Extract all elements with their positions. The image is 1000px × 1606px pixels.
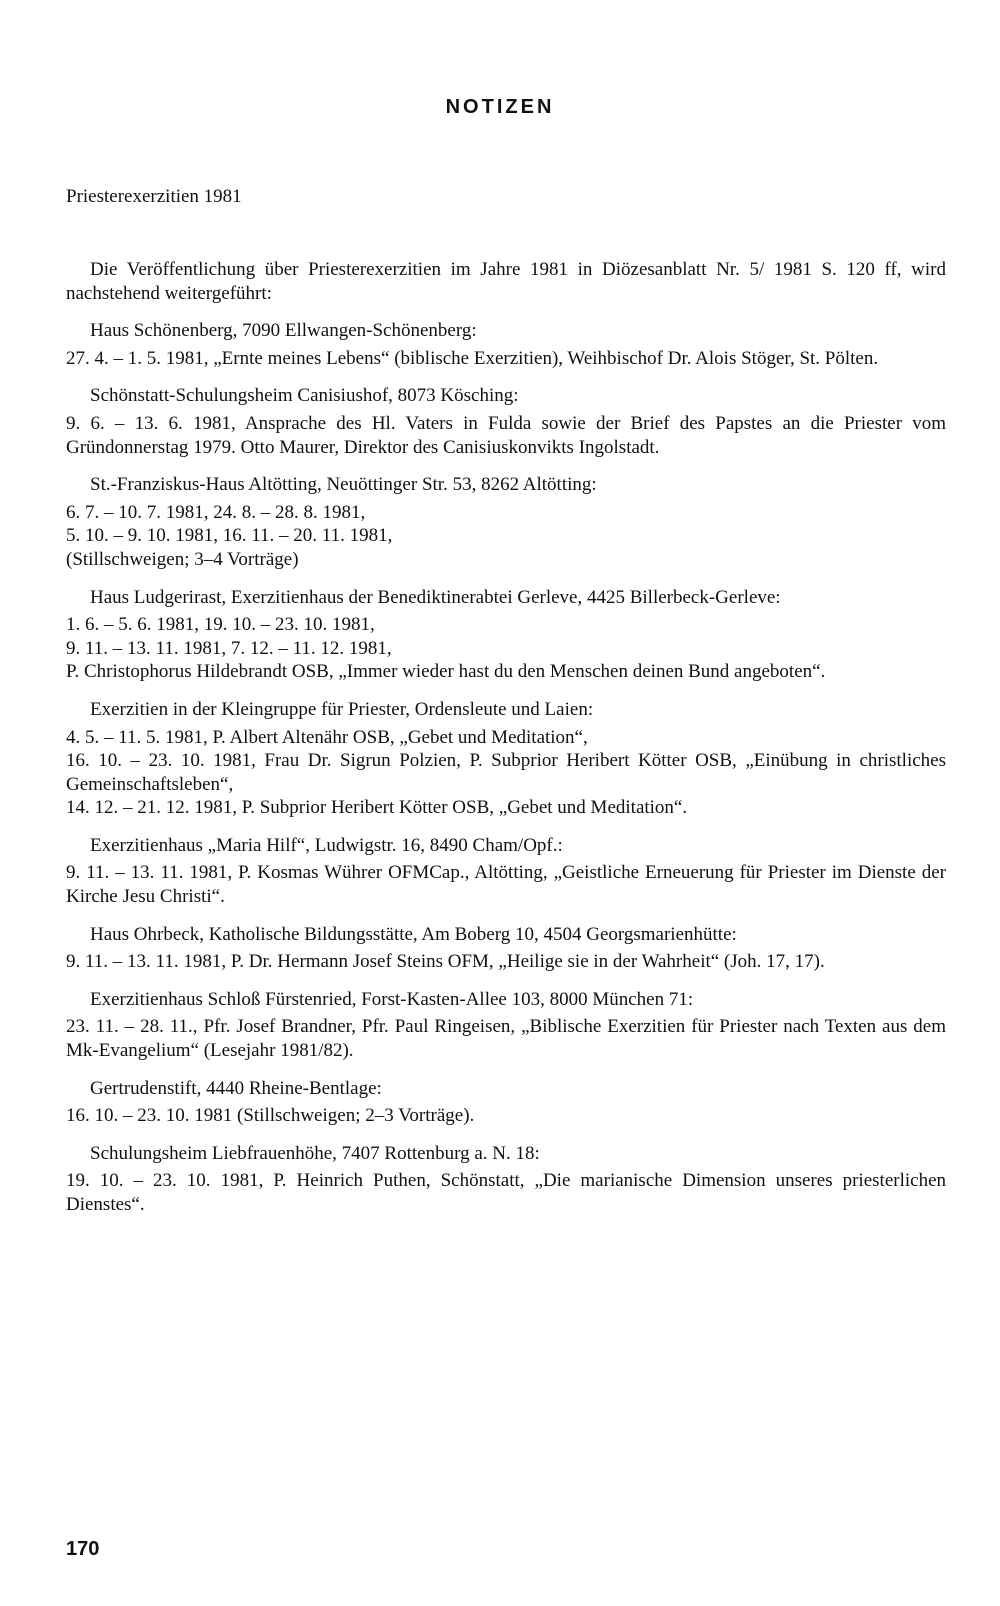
section-kleingruppe [66,698,946,820]
section-line: 9. 11. – 13. 11. 1981, P. Kosmas Wührer OFMCap., Altötting, „Geistliche Erneuerung für Priester im Dienste der Kirche Jesu Christi“. [66,862,946,908]
section-haus-ohrbeck [66,923,946,974]
section-line: 16. 10. – 23. 10. 1981 (Stillschweigen; 2–3 Vorträge). [66,1105,475,1127]
section-line: 9. 6. – 13. 6. 1981, Ansprache des Hl. Vaters in Fulda sowie der Brief des Papstes an die Priester vom Gründonnerstag 1979. Otto Maurer, Direktor des Canisiuskonvikts Ingolstadt. [66,412,946,458]
page-number: 170 [66,1538,100,1560]
page-subtitle: Priesterexerzitien 1981 [66,186,242,207]
section-gertrudenstift [66,1077,946,1128]
section-line: 9. 11. – 13. 11. 1981, 7. 12. – 11. 12. 1981, [66,637,392,659]
section-heading: Schulungsheim Liebfrauenhöhe, 7407 Rottenburg a. N. 18: [90,1142,540,1164]
document-body [66,258,946,1217]
page-title: NOTIZEN [445,96,555,118]
section-heading: Haus Ohrbeck, Katholische Bildungsstätte, Am Boberg 10, 4504 Georgsmarienhütte: [90,923,737,945]
section-line: 19. 10. – 23. 10. 1981, P. Heinrich Puthen, Schönstatt, „Die marianische Dimension unseres priesterlichen Dienstes“. [66,1170,946,1215]
section-line: 1. 6. – 5. 6. 1981, 19. 10. – 23. 10. 1981, [66,614,375,636]
section-line: 16. 10. – 23. 10. 1981, Frau Dr. Sigrun Polzien, P. Subprior Heribert Kötter OSB, „Einübung in christliches Gemeinschaftsleben“, [66,750,946,795]
section-heading: Gertrudenstift, 4440 Rheine-Bentlage: [90,1077,382,1099]
section-heading: Exerzitien in der Kleingruppe für Priester, Ordensleute und Laien: [90,698,594,720]
intro-paragraph: Die Veröffentlichung über Priesterexerzitien im Jahre 1981 in Diözesanblatt Nr. 5/ 1981 S. 120 ff, wird nachstehend weitergeführt: [66,259,946,304]
section-line: 4. 5. – 11. 5. 1981, P. Albert Altenähr OSB, „Gebet und Meditation“, [66,726,588,748]
section-line: 14. 12. – 21. 12. 1981, P. Subprior Heribert Kötter OSB, „Gebet und Meditation“. [66,797,688,819]
section-schloss-fuerstenried [66,988,946,1063]
section-line: 9. 11. – 13. 11. 1981, P. Dr. Hermann Josef Steins OFM, „Heilige sie in der Wahrheit“ (Joh. 17, 17). [66,951,825,973]
section-line: P. Christophorus Hildebrandt OSB, „Immer wieder hast du den Menschen deinen Bund angeboten“. [66,661,826,683]
section-line: 23. 11. – 28. 11., Pfr. Josef Brandner, Pfr. Paul Ringeisen, „Biblische Exerzitien für Priester nach Texten aus dem Mk-Evangelium“ (Lesejahr 1981/82). [66,1016,946,1062]
section-haus-schoenenberg [66,319,946,370]
section-heading: St.-Franziskus-Haus Altötting, Neuöttinger Str. 53, 8262 Altötting: [90,474,597,496]
section-heading: Haus Schönenberg, 7090 Ellwangen-Schönenberg: [90,320,477,342]
section-franziskus-haus [66,473,946,571]
section-line: 27. 4. – 1. 5. 1981, „Ernte meines Lebens“ (biblische Exerzitien), Weihbischof Dr. Alois Stöger, St. Pölten. [66,347,879,369]
section-ludgerirast [66,586,946,684]
section-line: 5. 10. – 9. 10. 1981, 16. 11. – 20. 11. 1981, [66,525,393,547]
section-liebfrauenhoehe [66,1142,946,1217]
section-line: 6. 7. – 10. 7. 1981, 24. 8. – 28. 8. 1981, [66,501,366,523]
section-canisiushof [66,384,946,459]
section-heading: Exerzitienhaus Schloß Fürstenried, Forst-Kasten-Allee 103, 8000 München 71: [90,988,694,1010]
section-heading: Schönstatt-Schulungsheim Canisiushof, 8073 Kösching: [90,385,519,407]
section-maria-hilf [66,834,946,909]
section-heading: Haus Ludgerirast, Exerzitienhaus der Benediktinerabtei Gerleve, 4425 Billerbeck-Gerleve: [90,586,781,608]
section-heading: Exerzitienhaus „Maria Hilf“, Ludwigstr. 16, 8490 Cham/Opf.: [90,834,563,856]
section-line: (Stillschweigen; 3–4 Vorträge) [66,548,299,570]
